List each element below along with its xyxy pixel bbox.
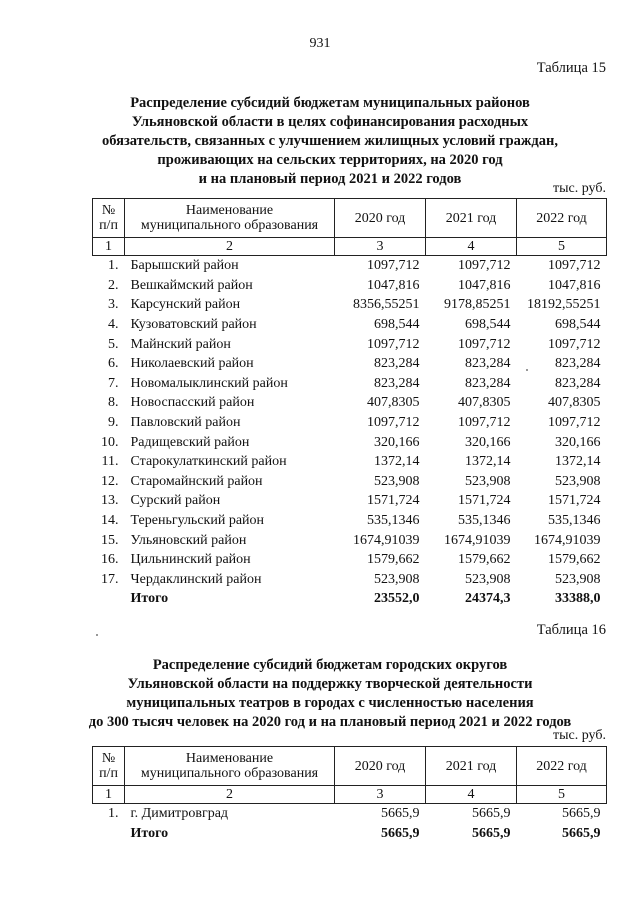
index-cell: 4 bbox=[426, 238, 517, 256]
column-header-name-line1: Наименование bbox=[185, 203, 274, 218]
index-cell: 1 bbox=[93, 786, 125, 804]
district-name: Радищевский район bbox=[130, 434, 250, 450]
row-number: 11. bbox=[101, 454, 119, 470]
value-2022: 523,908 bbox=[555, 571, 601, 587]
value-2021: 1097,712 bbox=[458, 258, 511, 274]
value-2021: 1097,712 bbox=[458, 415, 511, 431]
table-row bbox=[93, 550, 607, 570]
value-2021: 523,908 bbox=[465, 571, 511, 587]
table-row bbox=[93, 295, 607, 315]
page-number: 931 bbox=[309, 36, 331, 51]
table-row bbox=[93, 354, 607, 374]
value-2021: 523,908 bbox=[465, 473, 511, 489]
table16-units: тыс. руб. bbox=[553, 728, 606, 743]
index-cell: 2 bbox=[125, 238, 335, 256]
value-2021: 823,284 bbox=[465, 356, 511, 372]
table16-label: Таблица 16 bbox=[536, 622, 606, 638]
value-2020: 1372,14 bbox=[374, 454, 420, 470]
column-header-2021: 2021 год bbox=[426, 199, 517, 238]
table-row bbox=[93, 256, 607, 276]
value-2020: 1674,91039 bbox=[353, 532, 420, 548]
value-2022: 1571,724 bbox=[548, 493, 601, 509]
district-name: Карсунский район bbox=[130, 297, 241, 313]
value-2022: 1674,91039 bbox=[534, 532, 601, 548]
district-name: Вешкаймский район bbox=[130, 277, 253, 293]
table-row bbox=[93, 472, 607, 492]
table15-label: Таблица 15 bbox=[536, 60, 606, 76]
table16 bbox=[92, 746, 607, 843]
table16-index-row bbox=[93, 786, 607, 804]
value-2020: 823,284 bbox=[374, 356, 420, 372]
table16-body bbox=[93, 804, 607, 844]
value-2020: 5665,9 bbox=[381, 825, 420, 841]
value-2021: 1372,14 bbox=[465, 454, 511, 470]
value-2021: 535,1346 bbox=[458, 513, 511, 529]
column-header-num-line1: № bbox=[101, 203, 116, 218]
district-name: Павловский район bbox=[130, 415, 241, 431]
value-2022: 407,8305 bbox=[548, 395, 601, 411]
value-2021: 698,544 bbox=[465, 317, 511, 333]
row-number: 3. bbox=[108, 297, 119, 313]
row-number: 16. bbox=[101, 552, 119, 568]
district-name: Кузоватовский район bbox=[130, 317, 257, 333]
table-row bbox=[93, 570, 607, 590]
row-number: 4. bbox=[108, 317, 119, 333]
value-2020: 5665,9 bbox=[381, 806, 420, 822]
value-2020: 23552,0 bbox=[374, 591, 420, 607]
district-name: Старомайнский район bbox=[130, 473, 263, 489]
table15-body bbox=[93, 256, 607, 609]
table-row bbox=[93, 491, 607, 511]
column-header-name bbox=[125, 747, 335, 786]
row-number: 14. bbox=[101, 513, 119, 529]
value-2020: 523,908 bbox=[374, 571, 420, 587]
value-2021: 1571,724 bbox=[458, 493, 511, 509]
value-2020: 1097,712 bbox=[367, 415, 420, 431]
table16-header-row bbox=[93, 747, 607, 786]
row-number: 13. bbox=[101, 493, 119, 509]
index-cell: 4 bbox=[426, 786, 517, 804]
district-name: Николаевский район bbox=[130, 356, 254, 372]
value-2022: 1047,816 bbox=[548, 277, 601, 293]
district-name: Цильнинский район bbox=[130, 552, 251, 568]
value-2020: 1047,816 bbox=[367, 277, 420, 293]
value-2021: 320,166 bbox=[465, 434, 511, 450]
table15-heading-line: Распределение субсидий бюджетам муниципальных районов bbox=[130, 95, 530, 111]
value-2022: 1372,14 bbox=[555, 454, 601, 470]
value-2020: 823,284 bbox=[374, 375, 420, 391]
row-number bbox=[93, 589, 125, 609]
table-row bbox=[93, 334, 607, 354]
column-header-num-line1: № bbox=[101, 751, 116, 766]
value-2022: 1579,662 bbox=[548, 552, 601, 568]
column-header-num-line2: п/п bbox=[99, 218, 118, 233]
value-2022: 1097,712 bbox=[548, 336, 601, 352]
district-name: Новоспасский район bbox=[130, 395, 255, 411]
table-total-row bbox=[93, 824, 607, 844]
row-number: 17. bbox=[101, 571, 119, 587]
district-name: Майнский район bbox=[130, 336, 231, 352]
table15-units: тыс. руб. bbox=[553, 181, 606, 196]
index-cell: 2 bbox=[125, 786, 335, 804]
table-row bbox=[93, 276, 607, 296]
value-2020: 535,1346 bbox=[367, 513, 420, 529]
index-cell: 3 bbox=[335, 238, 426, 256]
district-name: Ульяновский район bbox=[130, 532, 247, 548]
total-label: Итого bbox=[130, 591, 169, 607]
column-header-name bbox=[125, 199, 335, 238]
table15 bbox=[92, 198, 607, 609]
row-number: 2. bbox=[108, 277, 119, 293]
scan-speck bbox=[96, 634, 98, 636]
table15-header-row bbox=[93, 199, 607, 238]
index-cell: 1 bbox=[93, 238, 125, 256]
row-number bbox=[93, 824, 125, 844]
value-2021: 1097,712 bbox=[458, 336, 511, 352]
table-row bbox=[93, 530, 607, 550]
index-cell: 5 bbox=[517, 786, 607, 804]
value-2022: 33388,0 bbox=[555, 591, 601, 607]
column-header-name-line2: муниципального образования bbox=[140, 766, 319, 781]
row-number: 10. bbox=[101, 434, 119, 450]
table-row bbox=[93, 432, 607, 452]
value-2020: 407,8305 bbox=[367, 395, 420, 411]
column-header-2022: 2022 год bbox=[517, 199, 607, 238]
value-2021: 24374,3 bbox=[465, 591, 511, 607]
value-2022: 698,544 bbox=[555, 317, 601, 333]
column-header-num bbox=[93, 199, 125, 238]
table-row bbox=[93, 413, 607, 433]
value-2022: 823,284 bbox=[555, 375, 601, 391]
index-cell: 5 bbox=[517, 238, 607, 256]
value-2020: 1579,662 bbox=[367, 552, 420, 568]
value-2022: 1097,712 bbox=[548, 415, 601, 431]
column-header-name-line2: муниципального образования bbox=[140, 218, 319, 233]
table16-heading bbox=[40, 656, 620, 732]
value-2022: 5665,9 bbox=[562, 806, 601, 822]
table-row bbox=[93, 511, 607, 531]
district-name: Тереньгульский район bbox=[130, 513, 265, 529]
row-number: 12. bbox=[101, 473, 119, 489]
column-header-2020: 2020 год bbox=[335, 199, 426, 238]
district-name: Сурский район bbox=[130, 493, 221, 509]
table15-heading-line: и на плановый период 2021 и 2022 годов bbox=[198, 171, 462, 187]
value-2021: 5665,9 bbox=[472, 825, 511, 841]
column-header-2022: 2022 год bbox=[517, 747, 607, 786]
value-2022: 1097,712 bbox=[548, 258, 601, 274]
row-number: 7. bbox=[108, 375, 119, 391]
value-2021: 1674,91039 bbox=[444, 532, 511, 548]
value-2021: 407,8305 bbox=[458, 395, 511, 411]
table15-heading-line: проживающих на сельских территориях, на 2020 год bbox=[157, 152, 503, 168]
table15-heading bbox=[60, 94, 600, 189]
value-2021: 9178,85251 bbox=[444, 297, 511, 313]
row-number: 1. bbox=[108, 258, 119, 274]
scan-speck bbox=[526, 369, 528, 371]
value-2020: 8356,55251 bbox=[353, 297, 420, 313]
value-2020: 1097,712 bbox=[367, 336, 420, 352]
table-row bbox=[93, 315, 607, 335]
table-row bbox=[93, 452, 607, 472]
district-name: Старокулаткинский район bbox=[130, 454, 287, 470]
column-header-2021: 2021 год bbox=[426, 747, 517, 786]
district-name: Чердаклинский район bbox=[130, 571, 262, 587]
value-2022: 523,908 bbox=[555, 473, 601, 489]
column-header-num-line2: п/п bbox=[99, 766, 118, 781]
table-row bbox=[93, 374, 607, 394]
value-2022: 5665,9 bbox=[562, 825, 601, 841]
table15-index-row bbox=[93, 238, 607, 256]
row-number: 1. bbox=[108, 806, 119, 822]
column-header-2020: 2020 год bbox=[335, 747, 426, 786]
value-2022: 535,1346 bbox=[548, 513, 601, 529]
table16-heading-line: Распределение субсидий бюджетам городских округов bbox=[152, 657, 508, 673]
row-number: 8. bbox=[108, 395, 119, 411]
value-2022: 823,284 bbox=[555, 356, 601, 372]
index-cell: 3 bbox=[335, 786, 426, 804]
table-row bbox=[93, 393, 607, 413]
column-header-num bbox=[93, 747, 125, 786]
value-2021: 823,284 bbox=[465, 375, 511, 391]
value-2021: 1579,662 bbox=[458, 552, 511, 568]
district-name: Новомалыклинский район bbox=[130, 375, 288, 391]
district-name: г. Димитровград bbox=[130, 806, 229, 822]
value-2020: 1571,724 bbox=[367, 493, 420, 509]
row-number: 9. bbox=[108, 415, 119, 431]
district-name: Барышский район bbox=[130, 258, 239, 274]
table16-heading-line: до 300 тысяч человек на 2020 год и на плановый период 2021 и 2022 годов bbox=[88, 714, 572, 730]
value-2020: 1097,712 bbox=[367, 258, 420, 274]
value-2020: 320,166 bbox=[374, 434, 420, 450]
table15-heading-line: Ульяновской области в целях софинансирования расходных bbox=[131, 114, 529, 130]
value-2020: 523,908 bbox=[374, 473, 420, 489]
table15-heading-line: обязательств, связанных с улучшением жилищных условий граждан, bbox=[102, 133, 558, 149]
row-number: 6. bbox=[108, 356, 119, 372]
value-2022: 320,166 bbox=[555, 434, 601, 450]
table-row bbox=[93, 804, 607, 824]
total-label: Итого bbox=[130, 825, 169, 841]
table16-heading-line: Ульяновской области на поддержку творческой деятельности bbox=[127, 676, 533, 692]
row-number: 15. bbox=[101, 532, 119, 548]
value-2022: 18192,55251 bbox=[527, 297, 601, 313]
value-2021: 5665,9 bbox=[472, 806, 511, 822]
value-2020: 698,544 bbox=[374, 317, 420, 333]
table16-heading-line: муниципальных театров в городах с численностью населения bbox=[126, 695, 534, 711]
column-header-name-line1: Наименование bbox=[185, 751, 274, 766]
row-number: 5. bbox=[108, 336, 119, 352]
table-total-row bbox=[93, 589, 607, 609]
value-2021: 1047,816 bbox=[458, 277, 511, 293]
